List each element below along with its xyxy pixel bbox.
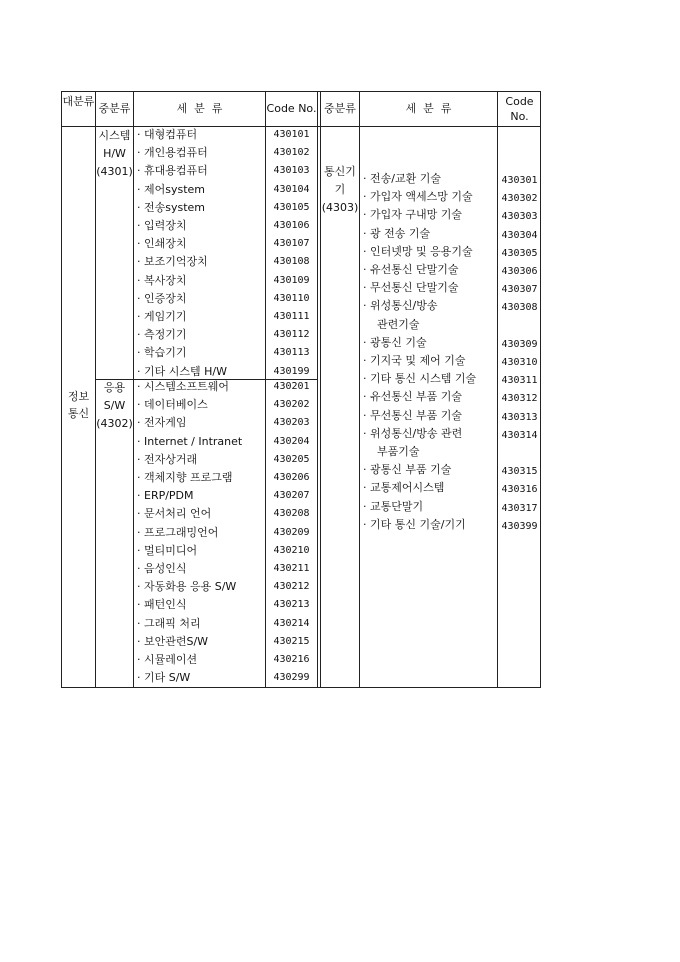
- list-item-label: · 학습기기: [137, 346, 187, 360]
- list-item-code: 430307: [501, 284, 538, 296]
- list-item-code: 430211: [273, 563, 310, 574]
- col-divider: [317, 91, 318, 688]
- list-item-label: · 무선통신 부품 기술: [363, 408, 462, 422]
- header-mid: 중분류: [98, 102, 131, 115]
- list-item-label: · 기타 시스템 H/W: [137, 364, 227, 378]
- mid-system-line1: 시스템: [98, 129, 131, 142]
- list-item-code: 430201: [273, 381, 310, 392]
- list-item-label: · 광통신 기술: [363, 335, 427, 349]
- list-item-code: 430299: [273, 672, 310, 684]
- mid-category-comm: [321, 163, 359, 217]
- list-item-label: · 음성인식: [137, 562, 187, 575]
- list-item-code: 430204: [273, 435, 310, 447]
- list-item-code: 430215: [273, 635, 310, 647]
- list-item-label: · Internet / Intranet: [137, 434, 243, 448]
- mid-system-line3: (4301): [96, 165, 133, 178]
- list-item-code: 430216: [273, 654, 310, 665]
- list-item-label: · 위성통신/방송: [363, 299, 438, 313]
- mid-category-app: [96, 379, 133, 433]
- list-item-label: · 시뮬레이션: [137, 653, 198, 666]
- list-item-code: 430399: [501, 520, 538, 532]
- header-sub: 세 분 류: [176, 102, 223, 115]
- list-item-code: 430199: [273, 365, 310, 377]
- list-item-label-cont: 관련기술: [377, 317, 420, 331]
- list-item-label: · 프로그래밍언어: [137, 525, 219, 539]
- list-item-code: 430210: [273, 544, 310, 556]
- list-item-label: · 전자게임: [137, 416, 187, 430]
- mid-system-line2: H/W: [103, 147, 126, 160]
- list-item-label: · 광 전송 기술: [363, 226, 431, 240]
- mid-category-system: [96, 127, 133, 181]
- list-item-code: 430309: [501, 338, 538, 350]
- header-code-2-line1: Code: [505, 95, 534, 108]
- list-item-code: 430205: [273, 453, 310, 465]
- list-item-code: 430202: [273, 399, 310, 411]
- list-item-label: · 입력장치: [137, 219, 187, 232]
- mid-app-line1: 응용: [103, 381, 126, 394]
- list-item-label: · 문서처리 언어: [137, 507, 212, 521]
- list-item-code: 430108: [273, 256, 310, 268]
- list-item-label: · 인쇄장치: [137, 237, 187, 251]
- list-item-code: 430207: [273, 490, 310, 502]
- mid-comm-line3: (4303): [321, 201, 359, 214]
- list-item-label: · ERP/PDM: [137, 489, 194, 503]
- list-item-code: 430105: [273, 201, 310, 213]
- header-major: 대분류: [62, 95, 95, 108]
- list-item-code: 430304: [501, 229, 538, 241]
- list-item-label: · 시스템소프트웨어: [137, 380, 230, 393]
- list-item-code: 430209: [273, 526, 310, 538]
- list-item-label: · 유선통신 단말기술: [363, 263, 459, 276]
- list-item-code: 430212: [273, 581, 310, 593]
- list-item-label: · 인터넷망 및 응용기술: [363, 244, 473, 258]
- list-item-label: · 기지국 및 제어 기술: [363, 354, 466, 367]
- list-item-code: 430113: [273, 347, 310, 359]
- list-item-code: 430111: [273, 311, 310, 322]
- list-item-label: · 대형컴퓨터: [137, 128, 198, 141]
- list-item-code: 430213: [273, 599, 310, 611]
- list-item-label: · 게임기기: [137, 310, 187, 323]
- header-code: Code No.: [266, 102, 317, 115]
- list-item-code: 430109: [273, 274, 310, 286]
- col-divider: [133, 91, 134, 688]
- list-item-label: · 데이터베이스: [137, 398, 208, 412]
- list-item-code: 430110: [273, 292, 310, 304]
- list-item-label: · 유선통신 부품 기술: [363, 390, 462, 404]
- list-item-label: · 측정기기: [137, 328, 187, 342]
- list-item-label: · 전송/교환 기술: [363, 172, 441, 185]
- list-item-label: · 보안관련S/W: [137, 634, 209, 648]
- classification-table: [61, 91, 541, 688]
- list-item-label: · 무선통신 단말기술: [363, 281, 459, 295]
- list-item-label: · 가입자 구내망 기술: [363, 208, 462, 222]
- list-item-label: · 객체지향 프로그램: [137, 471, 233, 484]
- list-item-label: · 그래픽 처리: [137, 616, 201, 630]
- list-item-label: · 패턴인식: [137, 598, 187, 612]
- header-code-2: [498, 94, 541, 124]
- major-line2: 통신: [67, 407, 90, 420]
- list-item-label: · 자동화용 응용 S/W: [137, 580, 237, 594]
- list-item-label: · 멀티미디어: [137, 543, 198, 557]
- mid-app-line3: (4302): [96, 417, 133, 430]
- list-item-label: · 인증장치: [137, 291, 187, 305]
- mid-comm-line2: 기: [334, 183, 346, 196]
- major-line1: 정보: [67, 390, 90, 403]
- list-item-label: · 휴대용컴퓨터: [137, 164, 208, 178]
- mid-comm-line1: 통신기: [324, 165, 356, 178]
- list-item-code: 430206: [273, 472, 310, 483]
- header-sub-2: 세 분 류: [405, 102, 452, 115]
- list-item-label: · 광통신 부품 기술: [363, 463, 452, 477]
- list-item-code: 430208: [273, 508, 310, 520]
- list-item-code: 430106: [273, 220, 310, 231]
- list-item-code: 430303: [501, 211, 538, 223]
- list-item-code: 430101: [273, 129, 310, 140]
- list-item-code: 430104: [273, 183, 310, 195]
- mid-app-line2: S/W: [103, 399, 126, 412]
- list-item-label: · 가입자 액세스망 기술: [363, 190, 473, 204]
- list-item-code: 430311: [501, 375, 538, 387]
- list-item-code: 430102: [273, 147, 310, 159]
- list-item-code: 430310: [501, 357, 538, 368]
- list-item-label: · 기타 통신 기술/기기: [363, 517, 466, 531]
- list-item-code: 430316: [501, 484, 538, 496]
- list-item-label: · 보조기억장치: [137, 255, 208, 269]
- list-item-code: 430203: [273, 417, 310, 429]
- list-item-code: 430103: [273, 165, 310, 177]
- list-item-label: · 전송system: [137, 200, 206, 214]
- header-code-2-line2: No.: [510, 110, 529, 123]
- list-item-code: 430306: [501, 266, 538, 277]
- col-divider: [359, 91, 360, 688]
- list-item-label: · 개인용컴퓨터: [137, 146, 208, 160]
- list-item-label-cont: 부품기술: [377, 445, 420, 458]
- list-item-label: · 위성통신/방송 관련: [363, 426, 463, 440]
- list-item-code: 430312: [501, 393, 538, 405]
- list-item-code: 430112: [273, 329, 310, 341]
- list-item-label: · 교통단말기: [363, 499, 424, 513]
- list-item-code: 430315: [501, 466, 538, 478]
- list-item-label: · 제어system: [137, 182, 206, 196]
- list-item-code: 430107: [273, 238, 310, 250]
- list-item-code: 430308: [501, 302, 538, 314]
- list-item-label: · 전자상거래: [137, 452, 198, 466]
- header-mid-2: 중분류: [324, 102, 356, 115]
- list-item-code: 430301: [501, 175, 538, 186]
- list-item-code: 430313: [501, 411, 538, 423]
- list-item-code: 430305: [501, 247, 538, 259]
- list-item-label: · 기타 통신 시스템 기술: [363, 372, 477, 386]
- list-item-code: 430214: [273, 617, 310, 629]
- list-item-label: · 기타 S/W: [137, 671, 191, 685]
- list-item-label: · 교통제어시스템: [363, 481, 445, 495]
- list-item-code: 430317: [501, 502, 538, 514]
- major-category: [62, 388, 95, 422]
- list-item-code: 430314: [501, 429, 538, 441]
- list-item-code: 430302: [501, 193, 538, 205]
- list-item-label: · 복사장치: [137, 273, 187, 287]
